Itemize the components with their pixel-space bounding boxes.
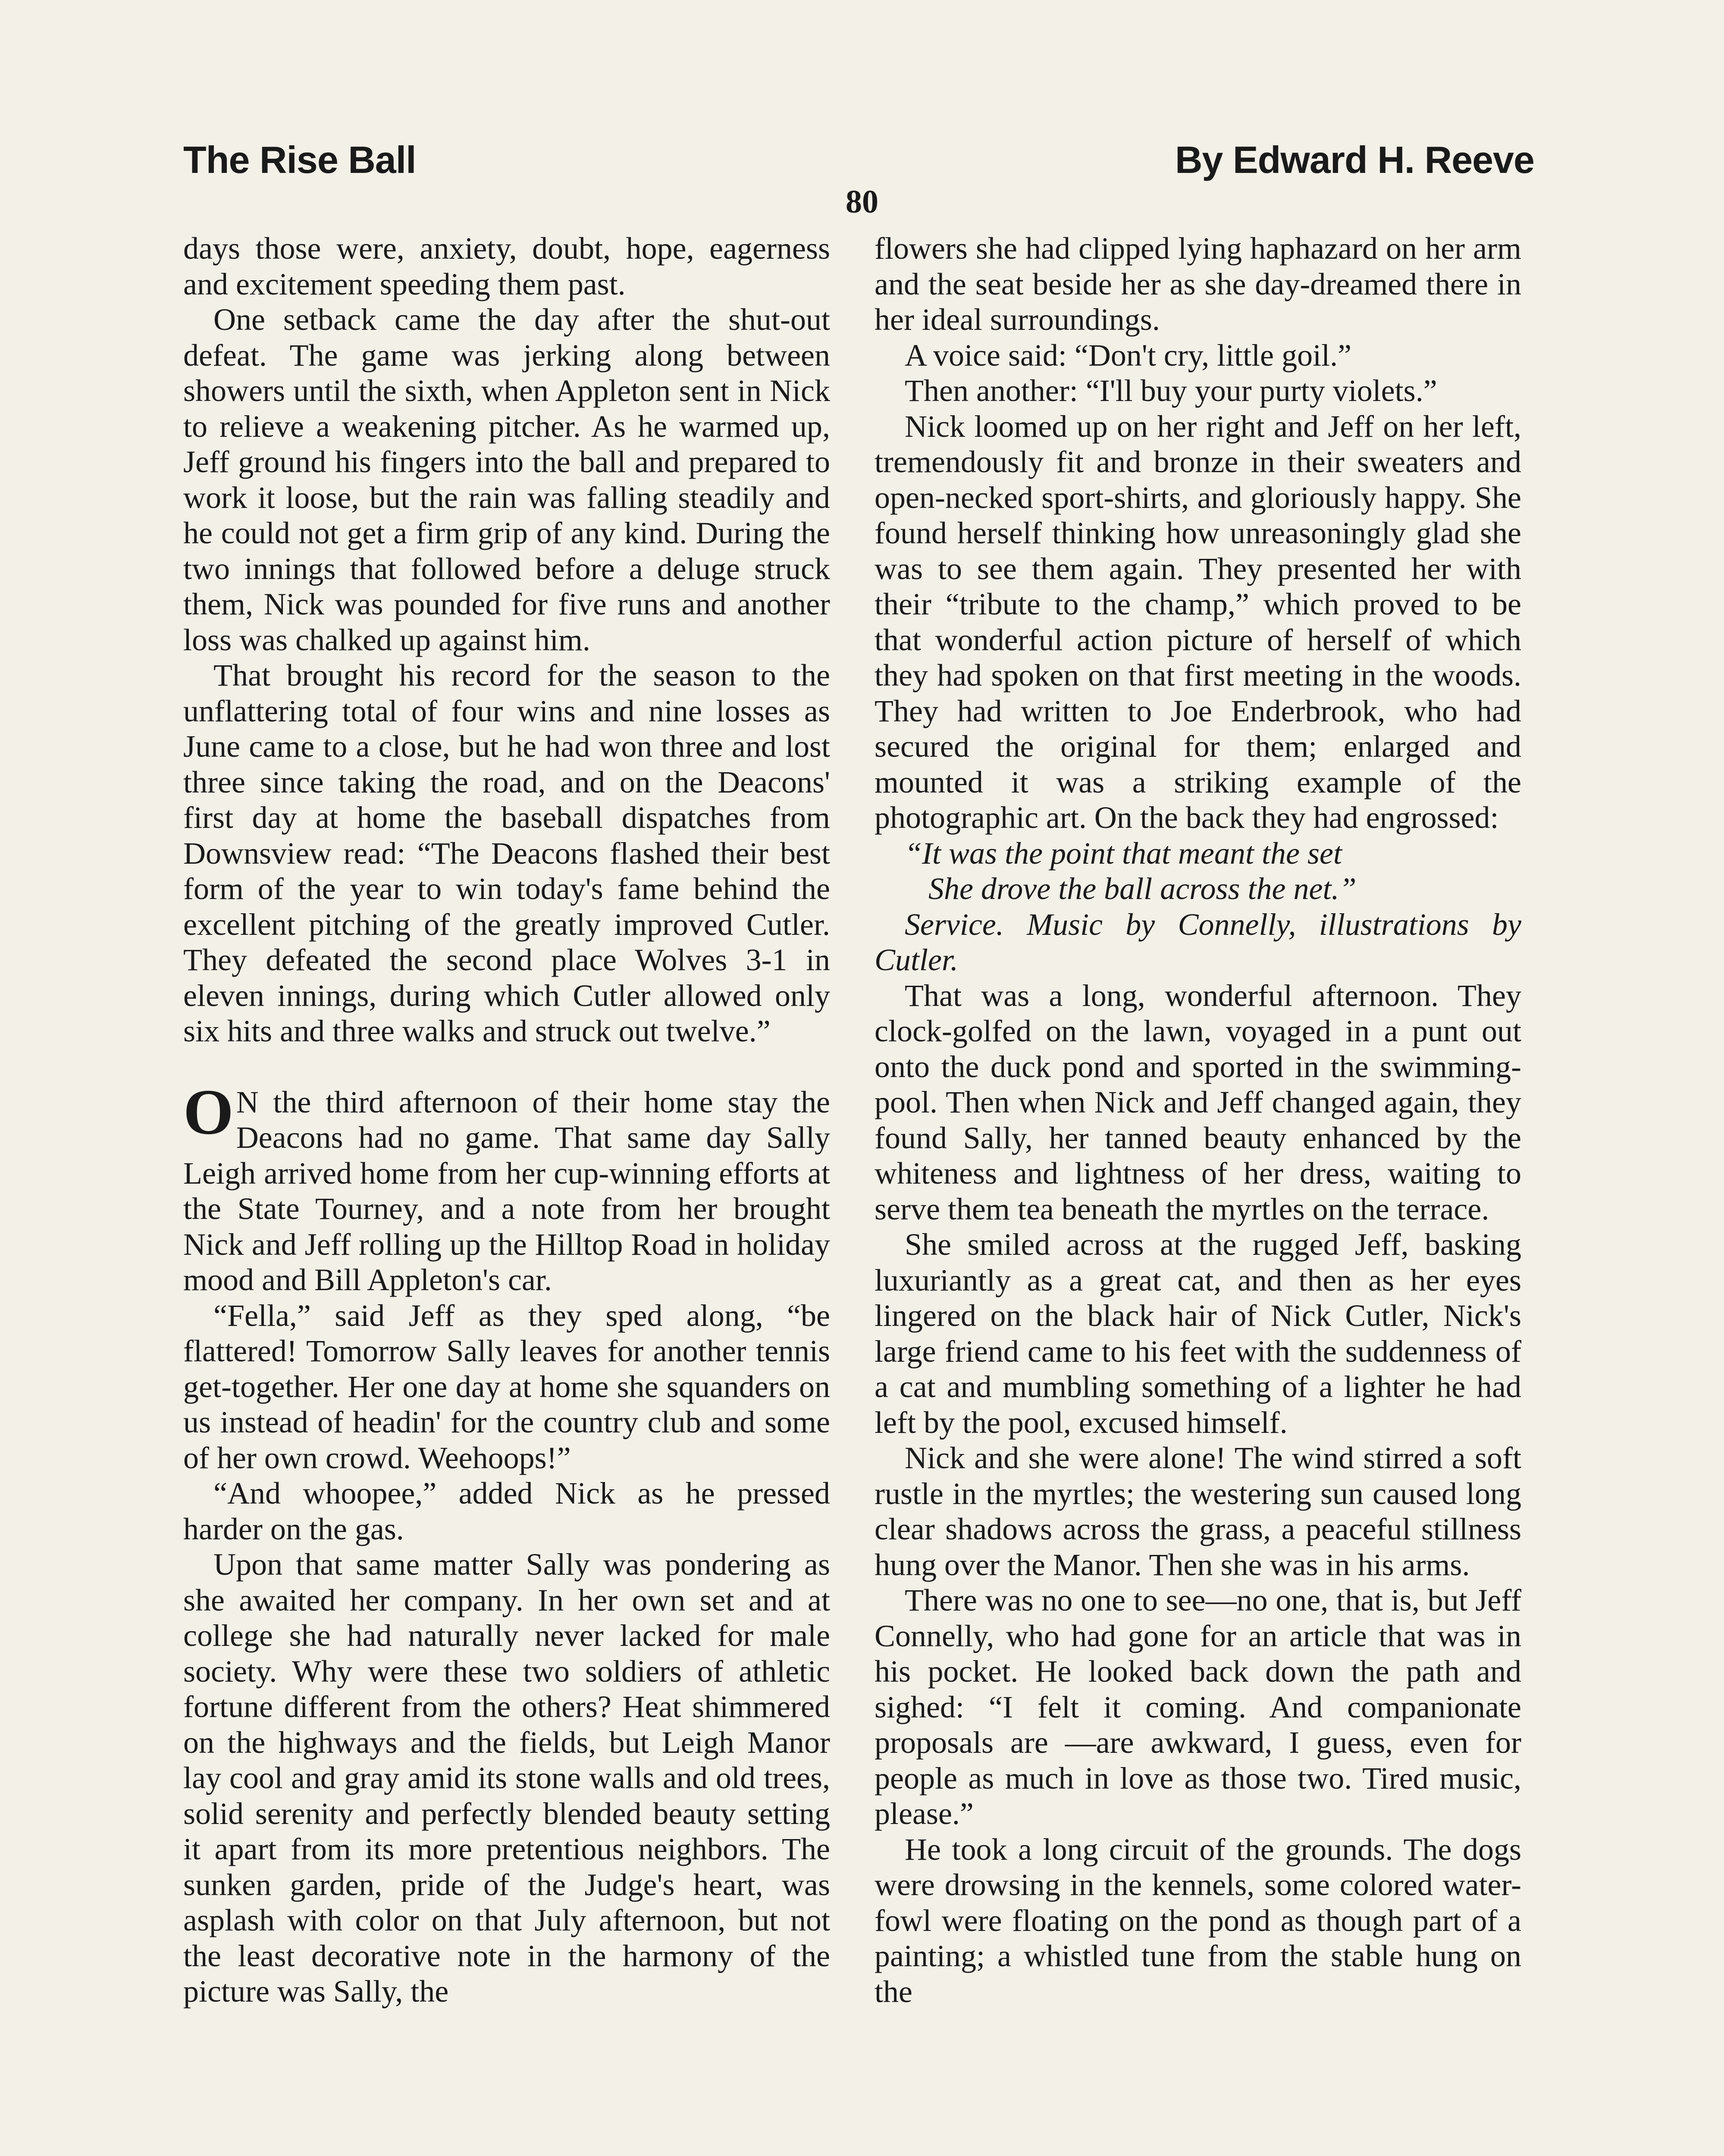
author-byline: By Edward H. Reeve bbox=[1175, 138, 1534, 181]
page-number: 80 bbox=[846, 184, 878, 220]
verse-line: “It was the point that meant the set bbox=[905, 836, 1342, 871]
paragraph: Service. Music by Connelly, illustrations by Cutler. bbox=[875, 907, 1521, 977]
paragraph: Nick loomed up on her right and Jeff on her left, tremendously fit and bronze in their sweaters and open-necked sport-shirts, and gloriously happy. She found herself thinking how unreasoningly glad she was to see them again. They presented her with their “tribute to the champ,” which proved to be that wonderful action picture of herself of which they had spoken on that first meeting in the woods. They had written to Joe Enderbrook, who had secured the original for them; enlarged and mounted it was a striking example of the photographic art. On the back they had engrossed: bbox=[875, 409, 1521, 835]
paragraph: One setback came the day after the shut-out defeat. The game was jerking along between showers until the sixth, when Appleton sent in Nick to relieve a weakening pitcher. As he warmed up, Jeff ground his fingers into the ball and prepared to work it loose, but the rain was falling steadily and he could not get a firm grip of any kind. During the two innings that followed before a deluge struck them, Nick was pounded for five runs and another loss was chalked up against him. bbox=[183, 302, 830, 657]
paragraph-text: N the third afternoon of their home stay the Deacons had no game. That same day Sally Leigh arrived home from her cup-winning efforts at the State Tourney, and a note from her brought Nick and Jeff rolling up the Hilltop Road in holiday mood and Bill Appleton's car. bbox=[183, 1084, 830, 1297]
paragraph: “Fella,” said Jeff as they sped along, “be flattered! Tomorrow Sally leaves for another tennis get-together. Her one day at home she squanders on us instead of headin' for the country club and some of her own crowd. Weehoops!” bbox=[183, 1298, 830, 1475]
story-title: The Rise Ball bbox=[183, 138, 416, 181]
drop-cap: O bbox=[183, 1076, 234, 1148]
paragraph: flowers she had clipped lying haphazard on her arm and the seat beside her as she day-dreamed there in her ideal surroundings. bbox=[875, 231, 1521, 337]
paragraph: “And whoopee,” added Nick as he pressed harder on the gas. bbox=[183, 1476, 830, 1546]
paragraph: She smiled across at the rugged Jeff, basking luxuriantly as a great cat, and then as her eyes lingered on the black hair of Nick Cutler, Nick's large friend came to his feet with the suddenness of a cat and mumbling something of a lighter he had left by the pool, excused himself. bbox=[875, 1227, 1521, 1440]
section-start-paragraph bbox=[183, 1076, 830, 1298]
paragraph: There was no one to see—no one, that is, but Jeff Connelly, who had gone for an article that was in his pocket. He looked back down the path and sighed: “I felt it coming. And companionate proposals are —are awkward, I guess, even for people as much in love as those two. Tired music, please.” bbox=[875, 1583, 1521, 1831]
paragraph: That was a long, wonderful afternoon. They clock-golfed on the lawn, voyaged in a punt out onto the duck pond and sported in the swimming-pool. Then when Nick and Jeff changed again, they found Sally, her tanned beauty enhanced by the whiteness and lightness of her dress, waiting to serve them tea beneath the myrtles on the terrace. bbox=[875, 978, 1521, 1226]
paragraph: Upon that same matter Sally was pondering as she awaited her company. In her own set and at college she had naturally never lacked for male society. Why were these two soldiers of athletic fortune different from the others? Heat shimmered on the highways and the fields, but Leigh Manor lay cool and gray amid its stone walls and old trees, solid serenity and perfectly blended beauty setting it apart from its more pretentious neighbors. The sunken garden, pride of the Judge's heart, was asplash with color on that July afternoon, but not the least decorative note in the harmony of the picture was Sally, the bbox=[183, 1547, 830, 2009]
paragraph: Nick and she were alone! The wind stirred a soft rustle in the myrtles; the westering sun caused long clear shadows across the grass, a peaceful stillness hung over the Manor. Then she was in his arms. bbox=[875, 1441, 1521, 1582]
paragraph: days those were, anxiety, doubt, hope, eagerness and excitement speeding them past. bbox=[183, 231, 830, 301]
paragraph: A voice said: “Don't cry, little goil.” bbox=[905, 338, 1352, 373]
right-text-column bbox=[875, 231, 1521, 2009]
paragraph: He took a long circuit of the grounds. The dogs were drowsing in the kennels, some colored water-fowl were floating on the pond as though part of a painting; a whistled tune from the stable hung on the bbox=[875, 1832, 1521, 2009]
left-text-column bbox=[183, 231, 830, 2009]
paragraph: That brought his record for the season to the unflattering total of four wins and nine losses as June came to a close, but he had won three and lost three since taking the road, and on the Deacons' first day at home the baseball dispatches from Downsview read: “The Deacons flashed their best form of the year to win today's fame behind the excellent pitching of the greatly improved Cutler. They defeated the second place Wolves 3-1 in eleven innings, during which Cutler allowed only six hits and three walks and struck out twelve.” bbox=[183, 658, 830, 1048]
paragraph: Then another: “I'll buy your purty violets.” bbox=[905, 373, 1437, 408]
verse-line: She drove the ball across the net.” bbox=[928, 871, 1357, 906]
